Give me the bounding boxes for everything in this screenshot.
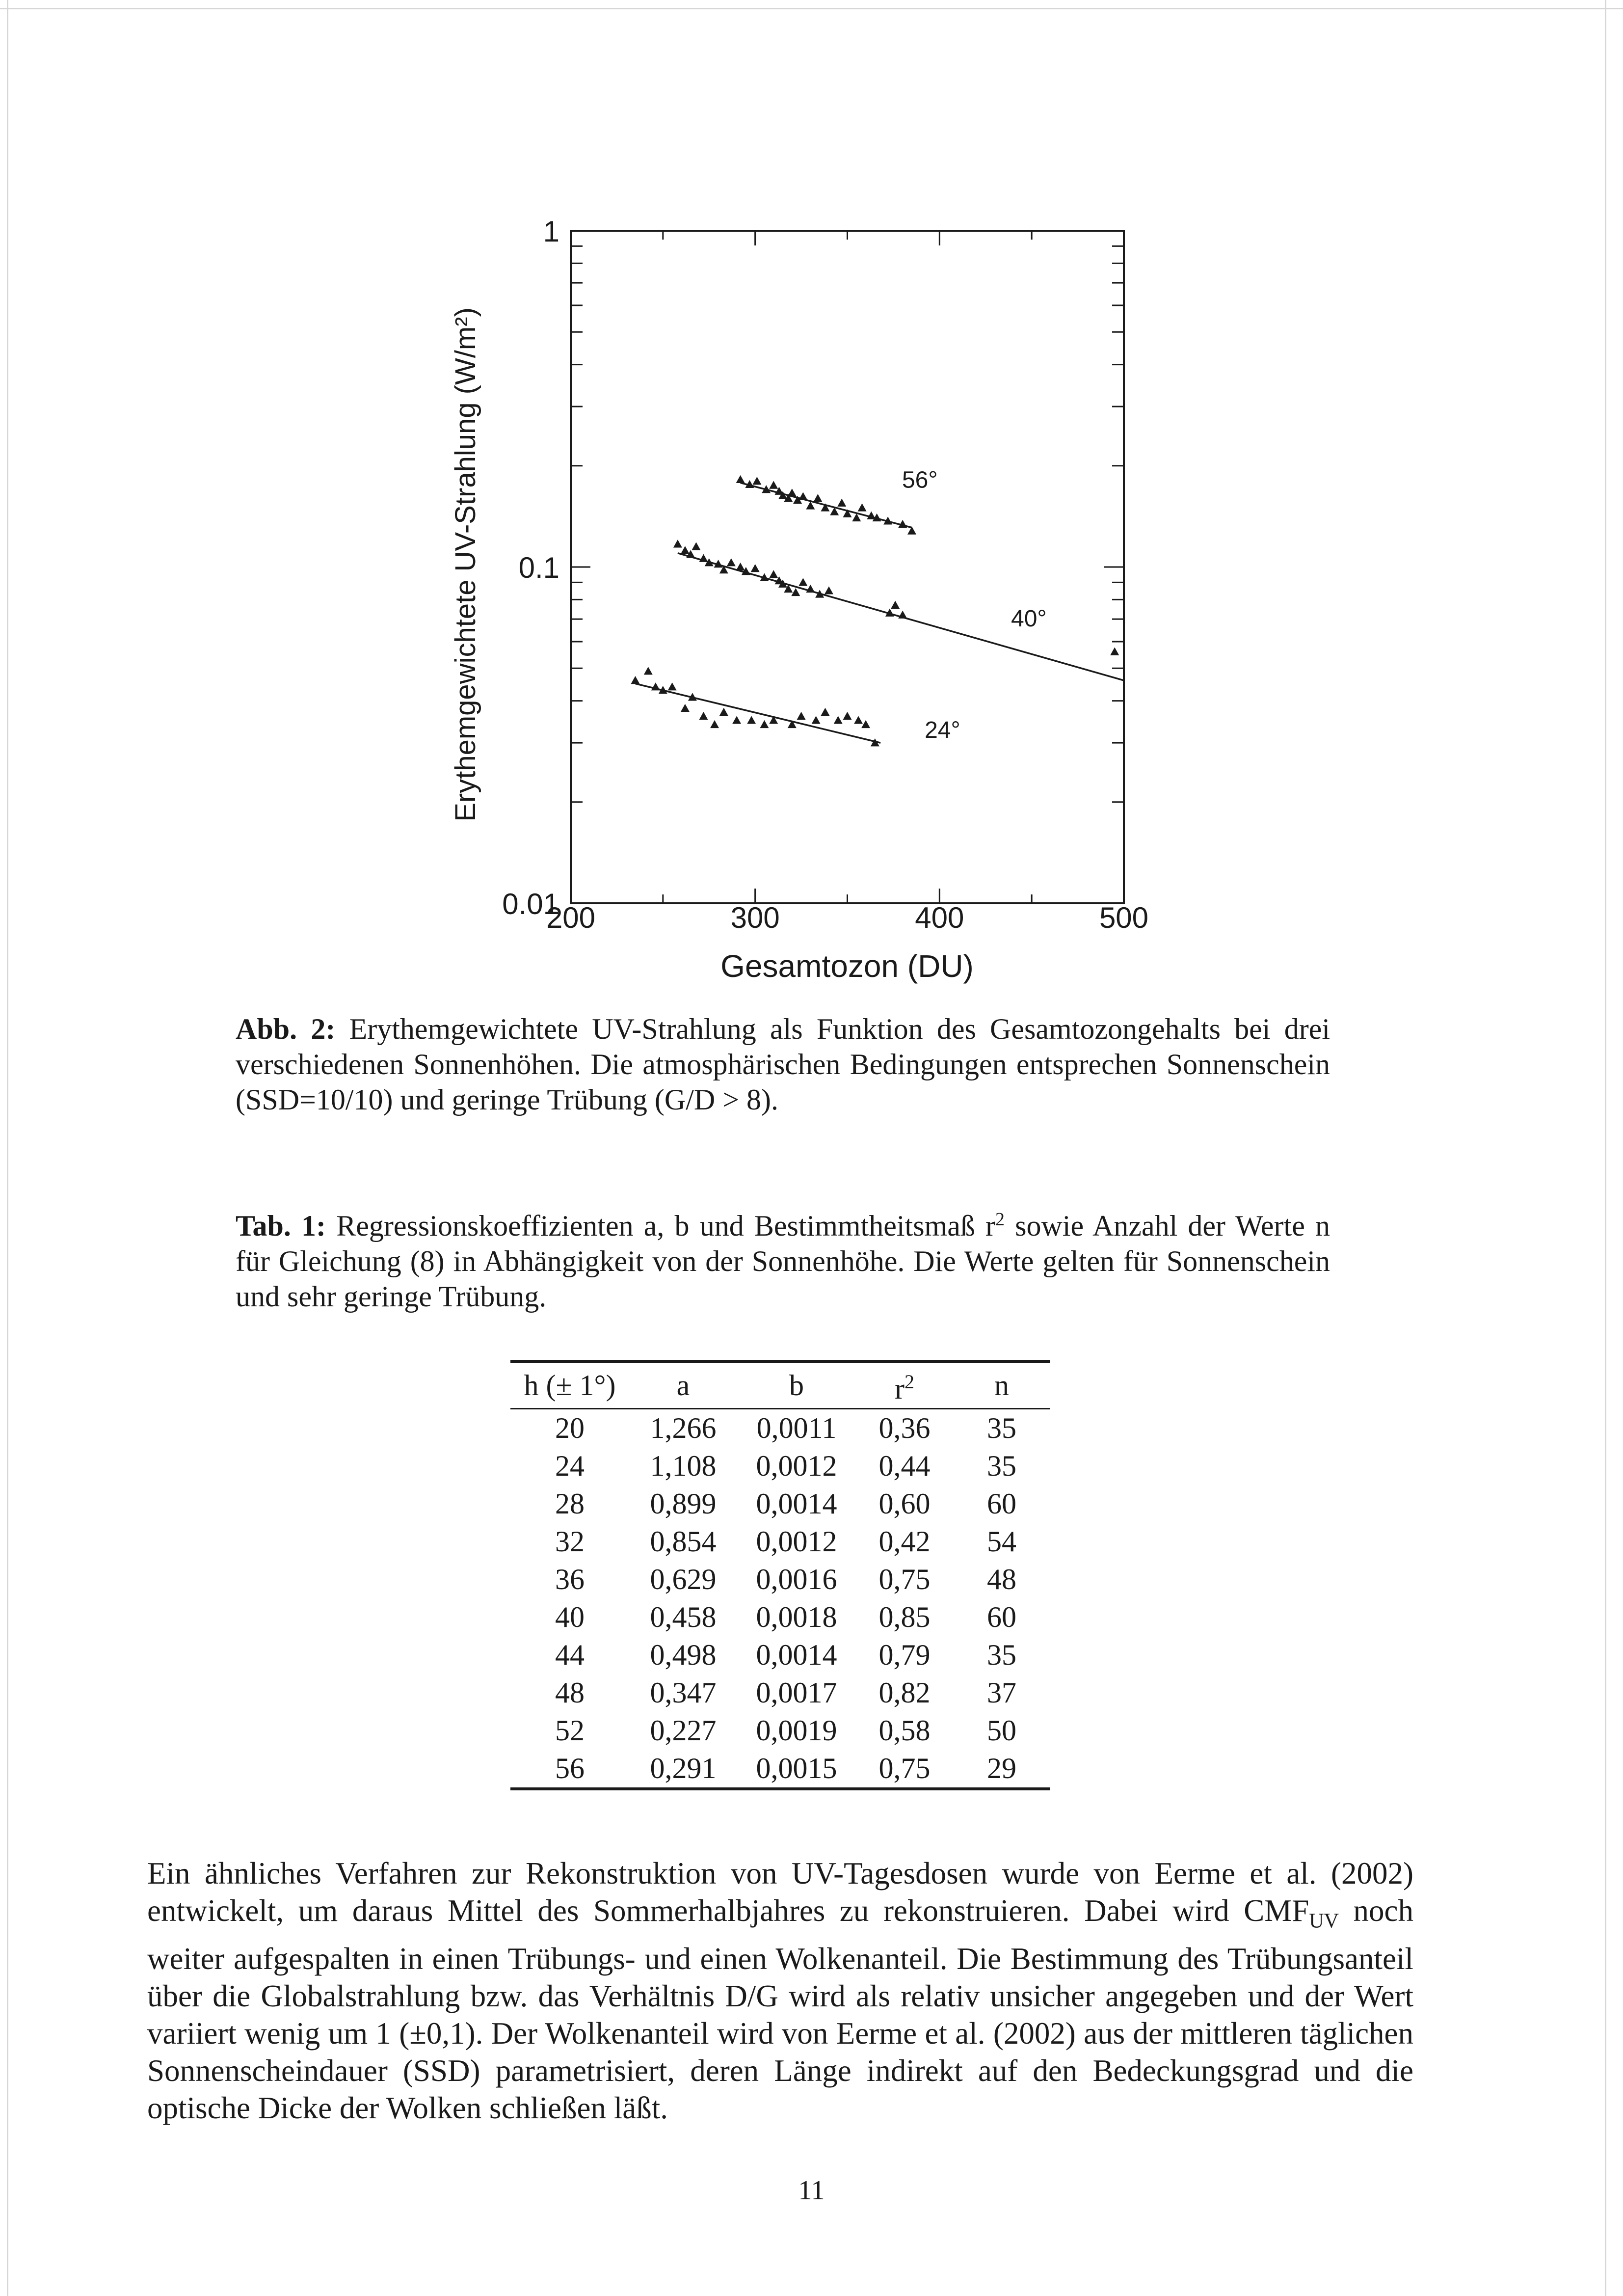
data-point — [825, 586, 833, 594]
data-point — [760, 720, 769, 728]
cell-h: 44 — [555, 1639, 585, 1671]
body-text-2: noch weiter aufgespalten in einen Trübungs- und einen Wolkenanteil. Die Bestimmung des Trübungsanteil über die Globalstrahlung bzw. das Verhältnis D/G wird als relativ unsicher angegeben und der Wert variiert wenig um 1 (±0,1). Der Wolkenanteil wird von Eerme et al. (2002) aus der mittleren täglichen Sonnenscheindauer (SSD) parametrisiert, deren Länge indirekt auf den Bedeckungsgrad und die optische Dicke der Wolken schließen läßt. — [147, 1893, 1413, 2125]
header-r2 — [856, 1361, 953, 1409]
cell-n: 35 — [987, 1639, 1016, 1671]
figure-caption-label: Abb. 2: — [236, 1013, 336, 1045]
cell-a: 0,498 — [650, 1639, 717, 1671]
table-caption-sup: 2 — [995, 1209, 1005, 1230]
table-row — [510, 1523, 1050, 1561]
data-point — [788, 488, 797, 496]
cell-b: 0,0017 — [756, 1676, 837, 1709]
scan-edge-top — [0, 8, 1623, 9]
uv-ozone-chart — [417, 196, 1178, 1001]
cell-b: 0,0018 — [756, 1601, 837, 1633]
data-point — [751, 564, 760, 572]
cell-n: 60 — [987, 1601, 1016, 1633]
cell-b: 0,0015 — [756, 1752, 837, 1784]
data-point — [699, 554, 708, 562]
table-row — [510, 1636, 1050, 1674]
axis-ticks — [571, 231, 1124, 903]
table-row — [510, 1750, 1050, 1789]
cell-r2: 0,75 — [878, 1563, 931, 1595]
header-b: b — [789, 1369, 804, 1402]
cell-n: 54 — [987, 1525, 1016, 1558]
cell-r2: 0,79 — [878, 1639, 931, 1671]
series-label: 40° — [1011, 606, 1047, 632]
data-point — [681, 546, 690, 554]
table-caption — [236, 1202, 1330, 1314]
cell-r2: 0,58 — [878, 1714, 931, 1747]
data-point — [861, 720, 870, 728]
cell-a: 0,227 — [650, 1714, 717, 1747]
body-sub: UV — [1309, 1910, 1339, 1933]
cell-a: 0,854 — [650, 1525, 717, 1558]
x-axis-label: Gesamtozon (DU) — [720, 948, 974, 984]
cell-b: 0,0019 — [756, 1714, 837, 1747]
cell-n: 29 — [987, 1752, 1016, 1784]
cell-n: 35 — [987, 1450, 1016, 1482]
cell-n: 37 — [987, 1676, 1016, 1709]
cell-r2: 0,60 — [878, 1487, 931, 1520]
data-point — [736, 563, 745, 570]
y-tick-labels — [502, 215, 559, 920]
table-body — [510, 1409, 1050, 1789]
series-label: 24° — [925, 717, 960, 744]
cell-n: 50 — [987, 1714, 1016, 1747]
cell-r2: 0,36 — [878, 1412, 931, 1444]
data-point — [891, 601, 900, 609]
table-row — [510, 1409, 1050, 1448]
cell-b: 0,0012 — [756, 1450, 837, 1482]
data-point — [813, 494, 822, 502]
data-point — [798, 492, 807, 500]
data-point — [797, 712, 806, 720]
series-labels — [902, 467, 1047, 743]
cell-r2: 0,75 — [878, 1752, 931, 1784]
data-point — [907, 527, 916, 535]
data-point — [747, 716, 756, 724]
data-point — [843, 712, 852, 720]
cell-h: 20 — [555, 1412, 585, 1444]
data-point — [631, 676, 639, 684]
table-row — [510, 1674, 1050, 1712]
data-point — [644, 667, 653, 675]
data-point — [719, 708, 728, 716]
cell-r2: 0,44 — [878, 1450, 931, 1482]
data-point — [651, 682, 660, 690]
data-point — [699, 712, 708, 720]
table-row — [510, 1598, 1050, 1636]
header-n: n — [994, 1369, 1009, 1402]
x-tick-label: 500 — [1099, 901, 1149, 934]
cell-r2: 0,82 — [878, 1676, 931, 1709]
table-row — [510, 1447, 1050, 1485]
cell-h: 48 — [555, 1676, 585, 1709]
data-point — [812, 716, 821, 724]
header-h: h (± 1°) — [524, 1369, 616, 1402]
table-caption-text-2: sowie Anzahl der Werte n für Gleichung (8) in Abhängigkeit von der Sonnenhöhe. Die Werte gelten für Sonnenschein und sehr geringe Trübung. — [236, 1210, 1330, 1313]
body-paragraph — [147, 1855, 1413, 2127]
cell-h: 32 — [555, 1525, 585, 1558]
series-label: 56° — [902, 467, 938, 493]
page-number: 11 — [798, 2175, 825, 2206]
data-point — [854, 716, 863, 724]
y-tick-label: 0.01 — [502, 888, 559, 920]
data-point — [791, 588, 800, 596]
cell-h: 40 — [555, 1601, 585, 1633]
cell-r2: 0,85 — [878, 1601, 931, 1633]
data-point — [769, 481, 778, 489]
cell-h: 24 — [555, 1450, 585, 1482]
cell-a: 1,108 — [650, 1450, 717, 1482]
cell-n: 60 — [987, 1487, 1016, 1520]
data-point — [673, 540, 682, 547]
cell-a: 0,291 — [650, 1752, 717, 1784]
x-tick-label: 400 — [915, 901, 964, 934]
data-point — [834, 716, 843, 724]
scan-edge-left — [7, 0, 8, 2296]
cell-b: 0,0014 — [756, 1487, 837, 1520]
regression-lines — [635, 483, 1124, 743]
data-point — [898, 611, 907, 619]
table-row — [510, 1712, 1050, 1750]
cell-b: 0,0011 — [756, 1412, 837, 1444]
body-text-1: Ein ähnliches Verfahren zur Rekonstruktion von UV-Tagesdosen wurde von Eerme et al. (2002) entwickelt, um daraus Mittel des Sommerhalbjahres zu rekonstruieren. Dabei wird CMF — [147, 1856, 1413, 1928]
plot-frame — [571, 231, 1124, 903]
cell-h: 36 — [555, 1563, 585, 1595]
cell-r2: 0,42 — [878, 1525, 931, 1558]
regression-table — [510, 1360, 1050, 1790]
cell-b: 0,0012 — [756, 1525, 837, 1558]
data-point — [736, 475, 745, 483]
data-point — [821, 708, 829, 716]
x-tick-labels — [546, 901, 1148, 934]
data-point — [837, 499, 846, 507]
uv-ozone-figure — [417, 196, 1178, 1001]
table-header-row — [510, 1361, 1050, 1409]
data-point — [727, 558, 736, 566]
cell-a: 1,266 — [650, 1412, 717, 1444]
data-point — [710, 720, 719, 728]
data-point — [769, 570, 778, 578]
header-r: r — [895, 1373, 905, 1405]
table-caption-label: Tab. 1: — [236, 1210, 326, 1242]
cell-h: 52 — [555, 1714, 585, 1747]
cell-b: 0,0016 — [756, 1563, 837, 1595]
y-axis-label: Erythemgewichtete UV-Strahlung (W/m²) — [450, 307, 481, 822]
figure-caption-text: Erythemgewichtete UV-Strahlung als Funktion des Gesamtozongehalts bei drei verschiedenen Sonnenhöhen. Die atmosphärischen Bedingungen entsprechen Sonnenschein (SSD=10/10) und geringe Trübung (G/D > 8). — [236, 1013, 1330, 1116]
data-point — [668, 682, 677, 690]
x-tick-label: 200 — [546, 901, 596, 934]
header-r-sup: 2 — [904, 1371, 914, 1393]
scan-edge-right — [1605, 0, 1606, 2296]
cell-n: 35 — [987, 1412, 1016, 1444]
table-row — [510, 1485, 1050, 1523]
header-a: a — [676, 1369, 690, 1402]
cell-a: 0,347 — [650, 1676, 717, 1709]
data-point — [1110, 647, 1119, 655]
figure-caption — [236, 1011, 1330, 1117]
data-point — [692, 542, 700, 550]
table-row — [510, 1561, 1050, 1598]
cell-n: 48 — [987, 1563, 1016, 1595]
data-point — [752, 477, 761, 485]
data-point — [798, 578, 807, 586]
data-point — [732, 716, 741, 724]
y-tick-label: 0.1 — [518, 551, 559, 584]
cell-a: 0,458 — [650, 1601, 717, 1633]
cell-a: 0,629 — [650, 1563, 717, 1595]
y-tick-label: 1 — [543, 215, 559, 248]
cell-a: 0,899 — [650, 1487, 717, 1520]
cell-h: 28 — [555, 1487, 585, 1520]
data-point — [858, 503, 867, 511]
table-caption-text-1: Regressionskoeffizienten a, b und Bestimmtheitsmaß r — [336, 1210, 995, 1242]
cell-h: 56 — [555, 1752, 585, 1784]
cell-b: 0,0014 — [756, 1639, 837, 1671]
data-point — [681, 704, 690, 712]
regression-line — [635, 684, 880, 743]
x-tick-label: 300 — [730, 901, 780, 934]
